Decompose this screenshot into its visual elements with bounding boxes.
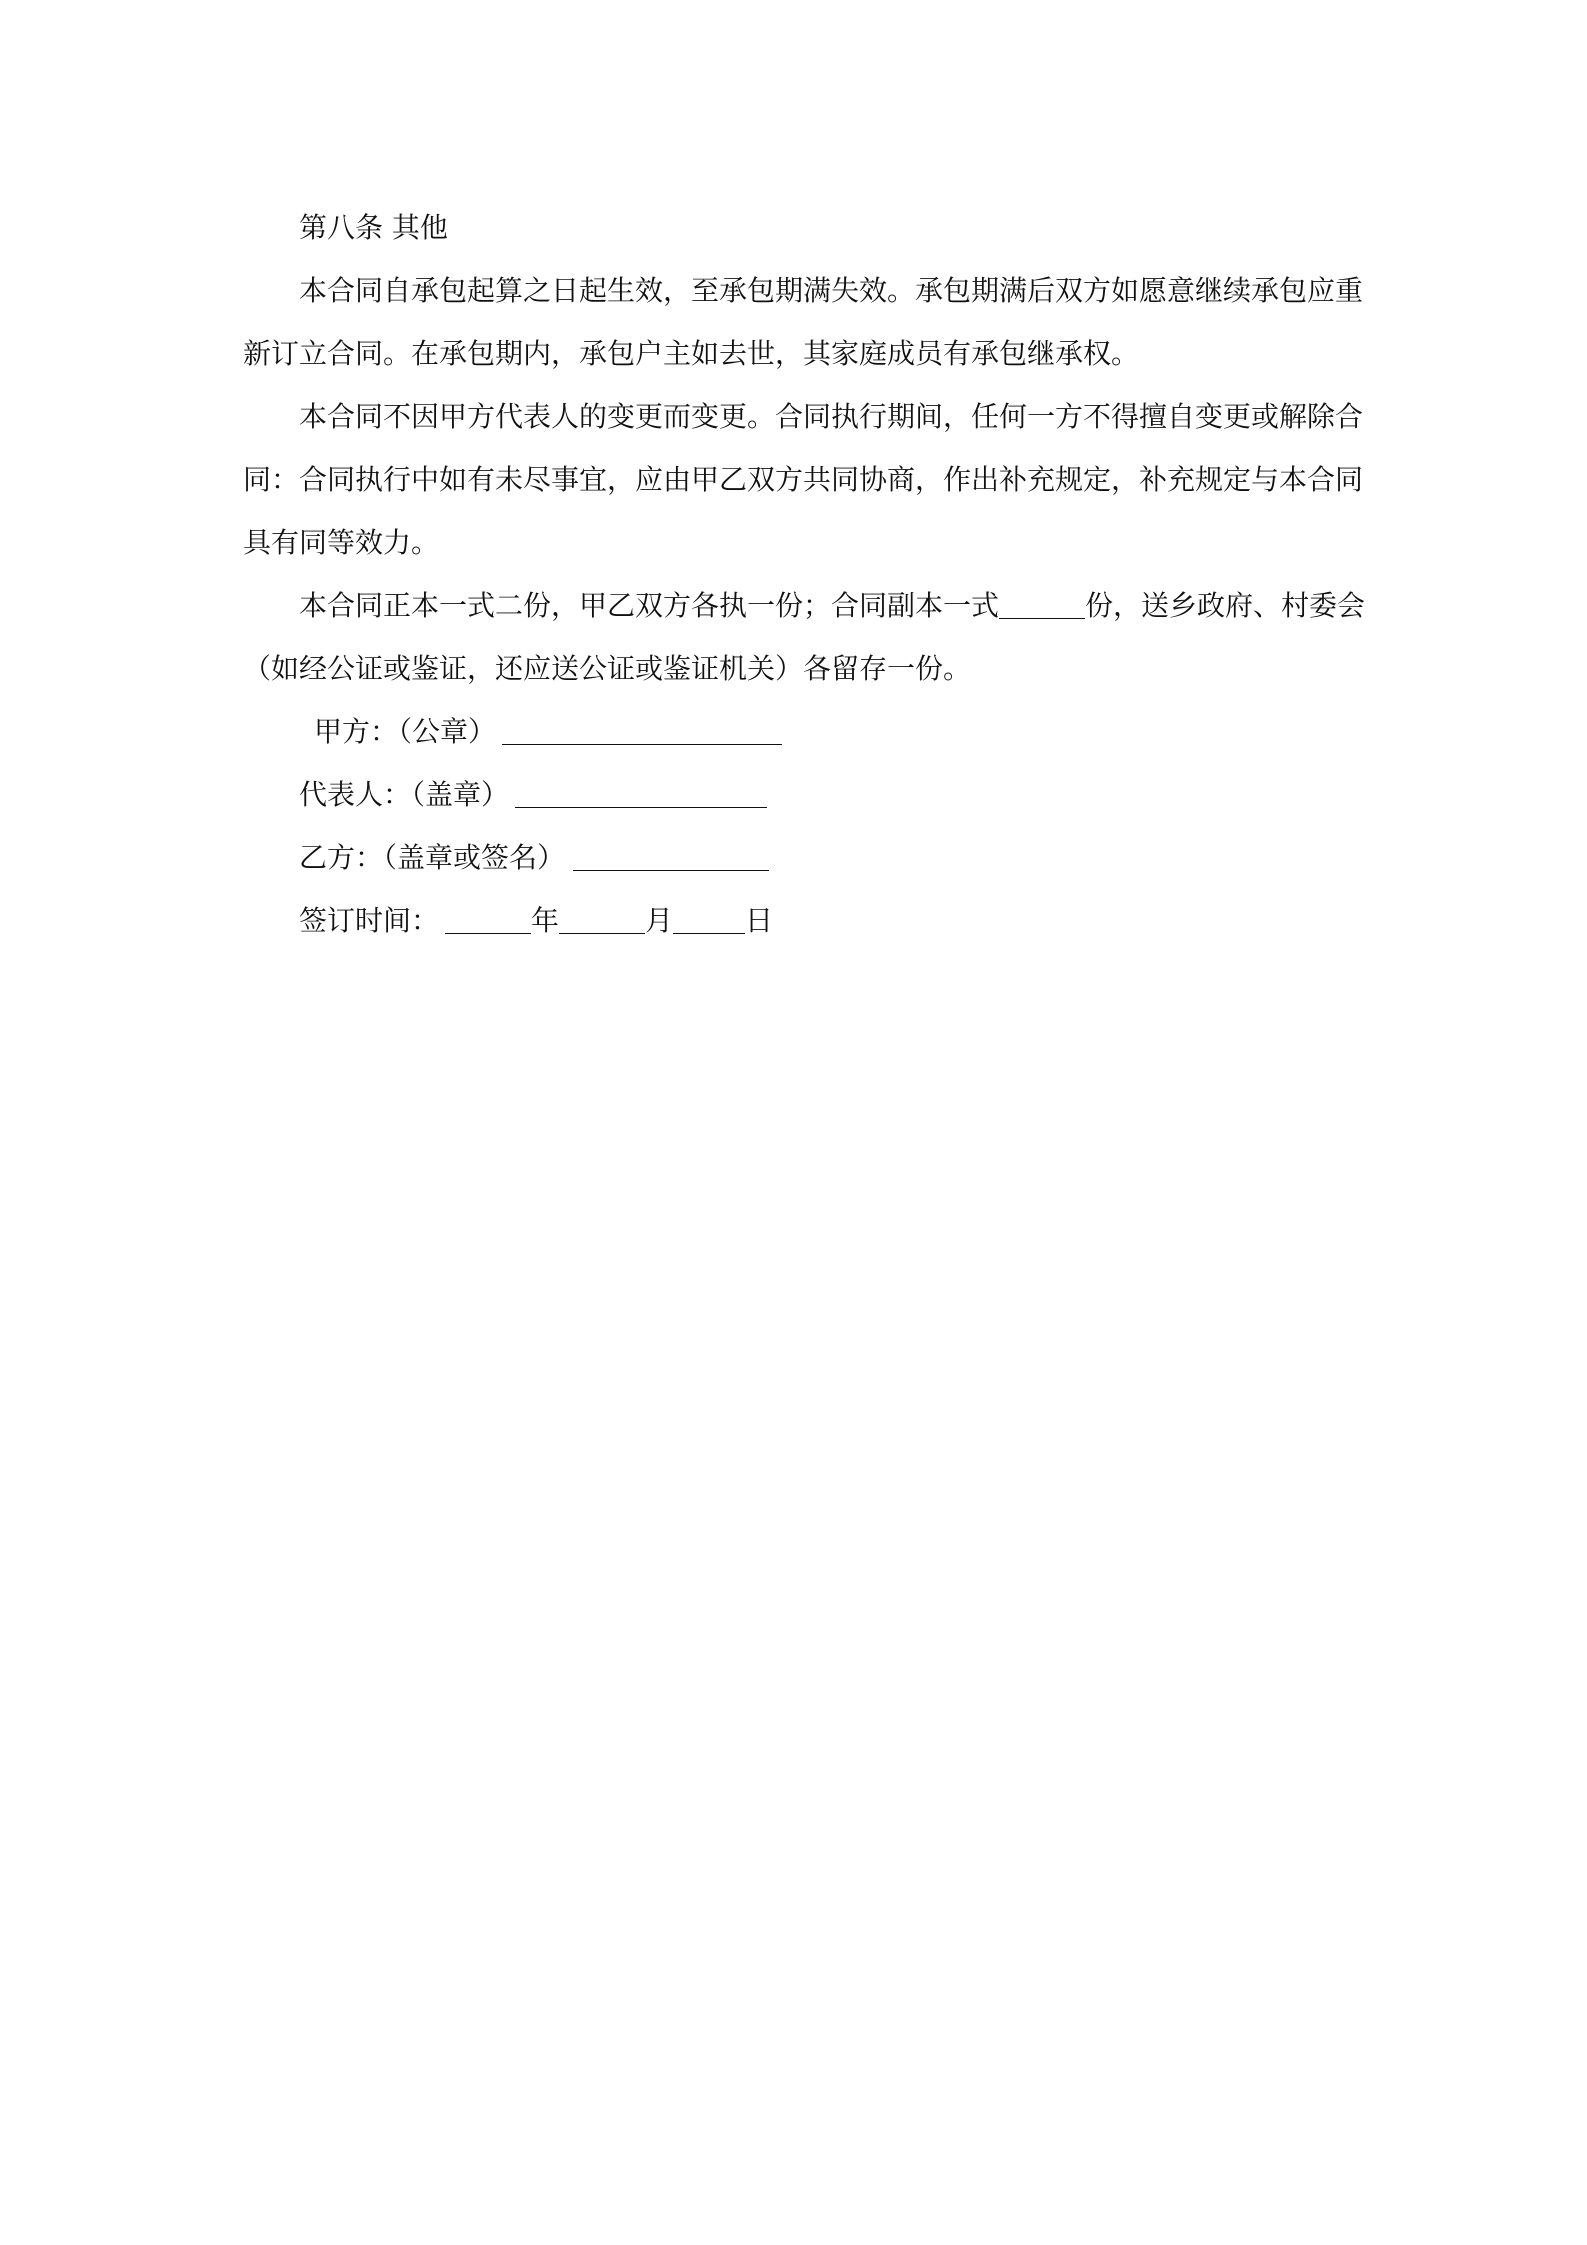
signing-date [243, 889, 1353, 952]
representative-signature [243, 763, 1353, 826]
paragraph-text: 本合同正本一式二份，甲乙双方各执一份；合同副本一式 [299, 589, 1000, 622]
paragraph-3-line-1 [243, 574, 1366, 637]
month-blank[interactable] [559, 907, 645, 934]
paragraph-text: 本合同自承包起算之日起生效，至承包期满失效。承包期满后双方如愿意继续承包应重 [299, 274, 1364, 307]
day-blank[interactable] [673, 907, 745, 934]
copies-blank[interactable] [999, 592, 1085, 619]
paragraph-3-line-2: （如经公证或鉴证，还应送公证或鉴证机关）各留存一份。 [243, 652, 972, 685]
representative-blank[interactable] [515, 781, 767, 808]
paragraph-2-line-1: 本合同不因甲方代表人的变更而变更。合同执行期间，任何一方不得擅自变更或解除合 [299, 400, 1364, 433]
year-blank[interactable] [445, 907, 531, 934]
paragraph-1-line-2: 新订立合同。在承包期内，承包户主如去世，其家庭成员有承包继承权。 [243, 337, 1140, 370]
party-b-signature [243, 826, 1353, 889]
document-body [243, 196, 1366, 952]
representative-label: 代表人：（盖章） [299, 778, 510, 811]
party-b-blank[interactable] [573, 844, 769, 871]
party-a-signature [243, 700, 1353, 763]
date-label: 签订时间： [299, 904, 440, 937]
paragraph-2-line-2: 同：合同执行中如有未尽事宜，应由甲乙双方共同协商，作出补充规定，补充规定与本合同 [243, 463, 1364, 496]
paragraph-text: 份，送乡政府、村委会 [1085, 589, 1366, 622]
party-b-label: 乙方：（盖章或签名） [299, 841, 566, 874]
party-a-blank[interactable] [502, 718, 782, 745]
party-a-label: 甲方：（公章） [314, 715, 497, 748]
paragraph-1-line-1 [243, 259, 1364, 322]
day-label: 日 [745, 904, 774, 937]
paragraph-2-line-3: 具有同等效力。 [243, 526, 440, 559]
month-label: 月 [645, 904, 674, 937]
article-title: 第八条 其他 [299, 211, 448, 244]
year-label: 年 [531, 904, 560, 937]
